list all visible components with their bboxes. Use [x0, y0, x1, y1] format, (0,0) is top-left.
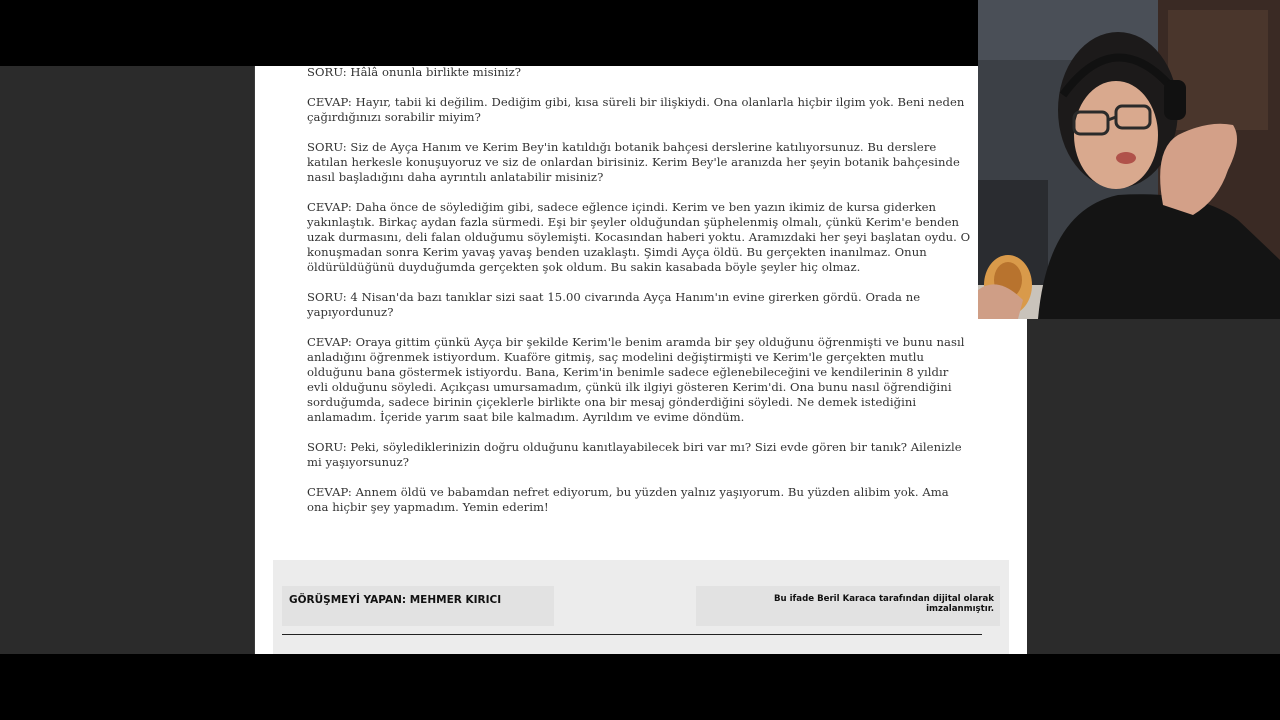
statement-document-page[interactable] [254, 66, 1027, 654]
webcam-overlay [978, 0, 1280, 319]
answer-paragraph: CEVAP: Oraya gittim çünkü Ayça bir şekilde Kerim'le benim aramda bir şey olduğunu öğrenmişti ve bunu nasıl anladığını öğrenmek istiyordum. Kuaföre gitmiş, saç modelini değiştirmişti ve Kerim'le gerçekten mutlu olduğunu bana göstermek istiyordu. Bana, Kerim'in benimle sadece eğlenebileceğini ve kendilerinin 8 yıldır evli olduğunu söyledi. Açıkçası umursamadım, çünkü ilk ilgiyi gösteren Kerim'di. Ona bunu nasıl öğrendiğini sorduğumda, sadece birinin çiçeklerle birlikte ona bir mesaj gönderdiğini söyledi. Ne demek istediğini anlamadım. İçeride yarım saat bile kalmadım. Ayrıldım ve evime döndüm. [307, 335, 965, 424]
bottom-black-bar [0, 654, 1280, 720]
signature-line [282, 634, 982, 635]
answer-paragraph: CEVAP: Hayır, tabii ki değilim. Dediğim gibi, kısa süreli bir ilişkiydi. Ona olanlarla hiçbir ilgim yok. Beni neden çağırdığınızı sorabilir miyim? [307, 95, 965, 124]
answer-paragraph: CEVAP: Daha önce de söylediğim gibi, sadece eğlence içindi. Kerim ve ben yazın ikimiz de kursa giderken yakınlaştık. Birkaç aydan fazla sürmedi. Eşi bir şeyler olduğundan şüphelenmiş olmalı, çünkü Kerim'e benden uzak durmasını, deli falan olduğumu söylemişti. Kocasından haberi yoktu. Aramızdaki her şeyi başlatan oydu. O konuşmadan sonra Kerim yavaş yavaş benden uzaklaştı. Şimdi Ayça öldü. Bu gerçekten inanılmaz. Onun öldürüldüğünü duyduğumda gerçekten şok oldum. Bu sakin kasabada böyle şeyler hiç olmaz. [307, 200, 971, 274]
question-paragraph: SORU: 4 Nisan'da bazı tanıklar sizi saat 15.00 civarında Ayça Hanım'ın evine girerken gördü. Orada ne yapıyordunuz? [307, 290, 921, 319]
interviewer-label: GÖRÜŞMEYİ YAPAN: MEHMER KIRICI [282, 586, 554, 626]
question-paragraph: SORU: Peki, söylediklerinizin doğru olduğunu kanıtlayabilecek biri var mı? Sizi evde gören bir tanık? Ailenizle mi yaşıyorsunuz? [307, 440, 962, 469]
webcam-image [978, 0, 1280, 319]
document-footer [273, 560, 1009, 654]
digital-signature-note: Bu ifade Beril Karaca tarafından dijital olarak imzalanmıştır. [696, 586, 1000, 626]
interview-transcript [307, 66, 973, 530]
answer-paragraph: CEVAP: Annem öldü ve babamdan nefret ediyorum, bu yüzden yalnız yaşıyorum. Bu yüzden alibim yok. Ama ona hiçbir şey yapmadım. Yemin ederim! [307, 485, 949, 514]
question-paragraph: SORU: Hâlâ onunla birlikte misiniz? [307, 66, 522, 79]
question-paragraph: SORU: Siz de Ayça Hanım ve Kerim Bey'in katıldığı botanik bahçesi derslerine katılıyorsunuz. Bu derslere katılan herkesle konuşuyoruz ve siz de onlardan birisiniz. Kerim Bey'le aranızda her şeyin botanik bahçesinde nasıl başladığını daha ayrıntılı anlatabilir misiniz? [307, 140, 960, 184]
